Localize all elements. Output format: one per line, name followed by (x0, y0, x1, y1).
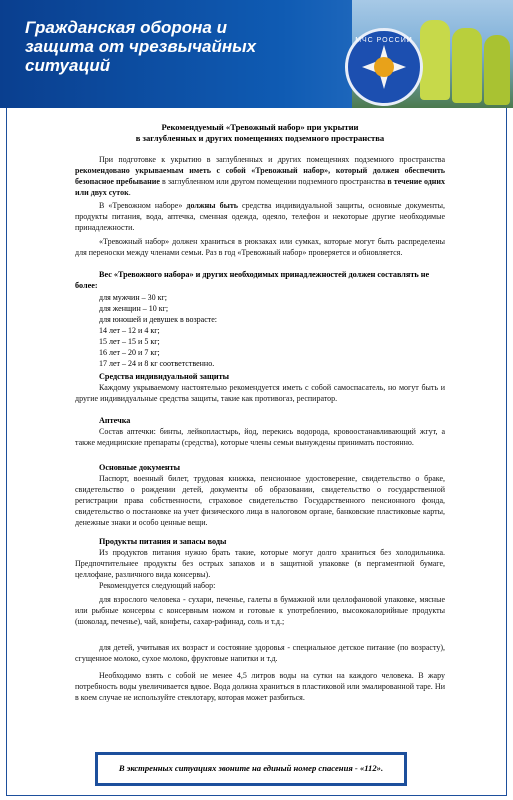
title-line-1: Рекомендуемый «Тревожный набор» при укрытии (161, 122, 359, 132)
intro-2a: В «Тревожном наборе» (99, 201, 187, 210)
sip-text: Каждому укрываемому настоятельно рекомендуется иметь с собой самоспасатель, но могут быть и другие индивидуальные средства защиты, такие как противогаз, респиратор. (75, 383, 445, 403)
protective-suit-figure (452, 28, 482, 103)
weight-item: для юношей и девушек в возрасте: (99, 315, 218, 324)
title-line-2: в заглубленных и других помещениях подземного пространства (135, 133, 385, 143)
food-heading: Продукты питания и запасы воды (99, 537, 227, 546)
emergency-number-text: В экстренных ситуациях звоните на единый номер спасения - «112». (118, 763, 384, 773)
docs-text: Паспорт, военный билет, трудовая книжка, пенсионное удостоверение, свидетельство о браке, свидетельство о рождении детей, документы об образовании, свидетельство о государственной регистрации права собственности, страховое свидетельство Государственного пенсионного фонда, свидетельство о постановке на учет физического лица в налоговом органе, банковские пластиковые карты, денежные знаки и особо ценные вещи. (75, 474, 445, 527)
aid-heading: Аптечка (99, 416, 131, 425)
aid-text: Состав аптечки: бинты, лейкопластырь, йод, перекись водорода, кровоостанавливающий жгут, а также медицинские препараты (средства), которые члены семьи вынуждены принимать постоянно. (75, 427, 445, 447)
document-body (75, 118, 445, 733)
emblem-core-icon (374, 57, 394, 77)
intro-paragraph-2 (75, 200, 445, 233)
intro-2b: должны быть (186, 201, 238, 210)
intro-1a: При подготовке к укрытию в заглубленных и других помещениях подземного пространства (99, 155, 445, 164)
emchs-emblem-logo (345, 28, 423, 106)
intro-2c: средства индивидуальной защиты, основные документы, продукты питания, вода, аптечка, сменная одежда, одеяло, телефон и некоторые другие необходимые принадлежности. (75, 201, 446, 232)
emergency-number-box (95, 752, 407, 786)
food-text-3: для взрослого человека - сухари, печенье, галеты в бумажной или целлофановой упаковке, мясные или рыбные консервы с консервным ножом и готовые к употреблению, высококалорийные продукты (шоколад, печенье), чай, конфеты, сахар-рафинад, соль и т.д.; (75, 595, 445, 626)
weight-item: 15 лет – 15 и 5 кг; (99, 337, 160, 346)
intro-1b: рекомендовано укрываемым иметь с собой «Тревожный набор», который должен обеспечить безопасное пребывание (75, 166, 445, 186)
intro-1d: в течение одних или двух суток (75, 177, 446, 197)
protective-suit-figure (484, 35, 510, 105)
header-title: Гражданская оборона и защита от чрезвычайных ситуаций (25, 18, 257, 75)
protective-suit-figure (420, 20, 450, 100)
document-title (75, 122, 445, 144)
intro-paragraph-3: «Тревожный набор» должен храниться в рюкзаках или сумках, которые могут быть распределены для переноски между членами семьи. Раз в год «Тревожный набор» проверяется и обновляется. (75, 237, 445, 257)
sip-heading: Средства индивидуальной защиты (99, 372, 230, 381)
intro-paragraph-1 (75, 154, 445, 198)
emblem-text: МЧС РОССИИ (355, 37, 413, 44)
intro-1e: . (128, 188, 131, 197)
docs-heading: Основные документы (99, 463, 180, 472)
weight-item: для женщин – 10 кг; (99, 304, 169, 313)
food-text-4: для детей, учитывая их возраст и состояние здоровья - специальное детское питание (по возрасту), сгущенное молоко, сухое молоко, фруктовые напитки и т.д. (75, 643, 445, 663)
weight-item: для мужчин – 30 кг; (99, 293, 168, 302)
header-banner (0, 0, 513, 108)
weight-item: 17 лет – 24 и 8 кг соответственно. (99, 359, 215, 368)
weight-heading: Вес «Тревожного набора» и других необходимых принадлежностей должен составлять не более: (75, 270, 430, 290)
food-text-1: Из продуктов питания нужно брать такие, которые могут долго храниться без холодильника. Предпочтительнее продукты без острых запахов и в защитной упаковке (в пергаментной бумаге, целлофане, различного вида консервы). (75, 548, 445, 579)
intro-1c: в заглубленном или другом помещении подземного пространства (159, 177, 388, 186)
weight-item: 16 лет – 20 и 7 кг; (99, 348, 160, 357)
weight-item: 14 лет – 12 и 4 кг; (99, 326, 160, 335)
food-text-5: Необходимо взять с собой не менее 4,5 литров воды на сутки на каждого человека. В жару потребность воды увеличивается вдвое. Вода должна храниться в пластиковой или эмалированной таре. Ни в коем случае не используйте стеклотару, которая может разбиться. (75, 671, 445, 702)
food-text-2: Рекомендуется следующий набор: (99, 581, 216, 590)
